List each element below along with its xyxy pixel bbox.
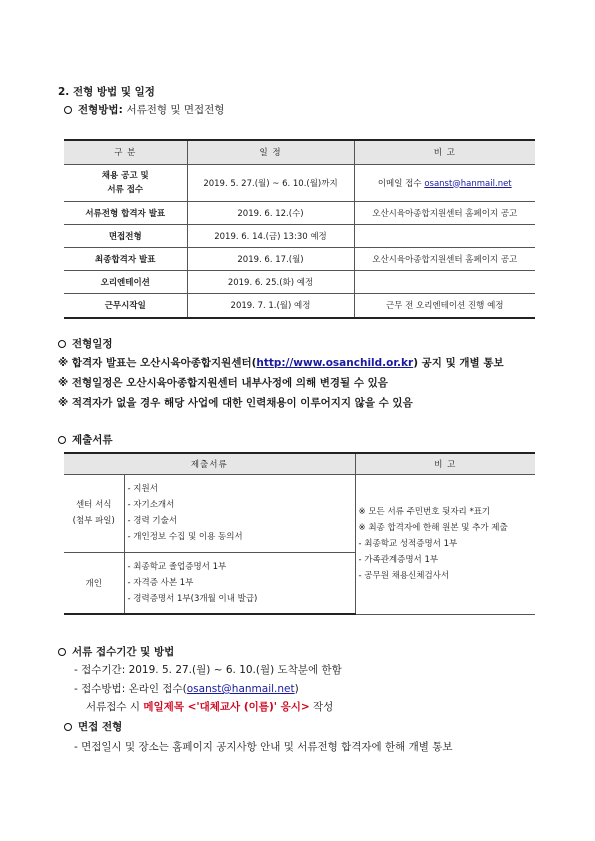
list-item: - 자기소개서 [127, 500, 175, 510]
list-item: - 공무원 채용신체검사서 [358, 571, 450, 581]
schedule-note: 오산시육아종합지원센터 홈페이지 공고 [354, 201, 535, 224]
circle-bullet-icon [58, 436, 66, 444]
circle-bullet-icon [64, 723, 72, 731]
table-row [64, 270, 535, 293]
schedule-note [354, 270, 535, 293]
submission-method: - 접수방법: 온라인 접수(osanst@hanmail.net) [74, 683, 299, 695]
schedule-category: 오리엔테이션 [64, 270, 187, 293]
schedule-note-2: ※ 전형일정은 오산시육아종합지원센터 내부사정에 의해 변경될 수 있음 [58, 377, 388, 389]
schedule-note: 오산시육아종합지원센터 홈페이지 공고 [354, 247, 535, 270]
schedule-note-1: ※ 합격자 발표는 오산시육아종합지원센터(http://www.osanchild.or.kr) 공지 및 개별 통보 [58, 357, 504, 369]
interview-section-title: 면접 전형 [64, 719, 122, 734]
table-row [64, 164, 535, 201]
schedule-note: 이메일 접수 osanst@hanmail.net [354, 164, 535, 201]
email-link[interactable]: osanst@hanmail.net [186, 683, 295, 695]
method-value: 서류전형 및 면접전형 [126, 104, 225, 116]
circle-bullet-icon [58, 648, 66, 656]
documents-section-title: 제출서류 [58, 432, 113, 447]
document-group-label: 개인 [64, 552, 124, 614]
schedule-category: 채용 공고 및 서류 접수 [64, 164, 187, 201]
documents-header-remarks: 비 고 [355, 453, 535, 474]
list-item: - 최종학교 졸업증명서 1부 [127, 561, 227, 572]
schedule-category: 최종합격자 발표 [64, 247, 187, 270]
schedule-header-date: 일 정 [187, 140, 354, 164]
table-row [64, 201, 535, 224]
document-group-label: 센터 서식 (첨부 파일) [64, 474, 124, 552]
table-row [64, 474, 535, 552]
email-subject-format: 메일제목 <'대체교사 (이름)' 응시> [143, 701, 310, 713]
documents-remarks [355, 474, 535, 614]
list-item: ※ 모든 서류 주민번호 뒷자리 *표기 [358, 507, 491, 517]
schedule-date: 2019. 6. 12.(수) [187, 201, 354, 224]
list-item: - 경력 기술서 [127, 516, 178, 526]
circle-bullet-icon [58, 340, 66, 348]
list-item: - 지원서 [127, 484, 158, 494]
section-heading: 2. 전형 방법 및 일정 [58, 86, 155, 98]
document-group-items [124, 474, 355, 552]
schedule-header-note: 비 고 [354, 140, 535, 164]
schedule-date: 2019. 6. 25.(화) 예정 [187, 270, 354, 293]
table-row [64, 247, 535, 270]
method-line [64, 102, 224, 117]
schedule-section-title: 전형일정 [58, 336, 113, 351]
schedule-note [354, 224, 535, 247]
list-item: ※ 최종 합격자에 한해 원본 및 추가 제출 [358, 523, 508, 533]
schedule-category: 서류전형 합격자 발표 [64, 201, 187, 224]
email-link[interactable]: osanst@hanmail.net [424, 178, 512, 189]
schedule-category: 근무시작일 [64, 293, 187, 318]
list-item: - 가족관계증명서 1부 [358, 555, 439, 565]
schedule-date: 2019. 5. 27.(월) ~ 6. 10.(월)까지 [187, 164, 354, 201]
schedule-header-category: 구 분 [64, 140, 187, 164]
list-item: - 자격증 사본 1부 [127, 577, 194, 588]
circle-bullet-icon [64, 106, 72, 114]
table-row [64, 224, 535, 247]
document-group-items [124, 552, 355, 614]
interview-info: - 면접일시 및 장소는 홈페이지 공지사항 안내 및 서류전형 합격자에 한해 개별 통보 [74, 741, 453, 753]
schedule-table [64, 139, 535, 319]
list-item: - 최종학교 성적증명서 1부 [358, 539, 458, 549]
list-item: - 개인정보 수집 및 이용 동의서 [127, 532, 243, 542]
schedule-note: 근무 전 오리엔테이션 진행 예정 [354, 293, 535, 318]
submission-period: - 접수기간: 2019. 5. 27.(월) ~ 6. 10.(월) 도착분에 한함 [74, 664, 342, 676]
documents-header-docs: 제출서류 [64, 453, 355, 474]
submission-subject-rule: 서류접수 시 메일제목 <'대체교사 (이름)' 응시> 작성 [86, 701, 334, 713]
schedule-date: 2019. 7. 1.(월) 예정 [187, 293, 354, 318]
schedule-date: 2019. 6. 17.(월) [187, 247, 354, 270]
schedule-category: 면접전형 [64, 224, 187, 247]
list-item: - 경력증명서 1부(3개월 이내 발급) [127, 593, 258, 604]
documents-table [64, 452, 535, 615]
method-label: 전형방법: [78, 104, 123, 116]
table-row [64, 293, 535, 318]
schedule-note-3: ※ 적격자가 없을 경우 해당 사업에 대한 인력채용이 이루어지지 않을 수 있음 [58, 397, 413, 409]
submission-section-title: 서류 접수기간 및 방법 [58, 644, 174, 659]
schedule-date: 2019. 6. 14.(금) 13:30 예정 [187, 224, 354, 247]
homepage-link[interactable]: http://www.osanchild.or.kr [256, 357, 414, 369]
